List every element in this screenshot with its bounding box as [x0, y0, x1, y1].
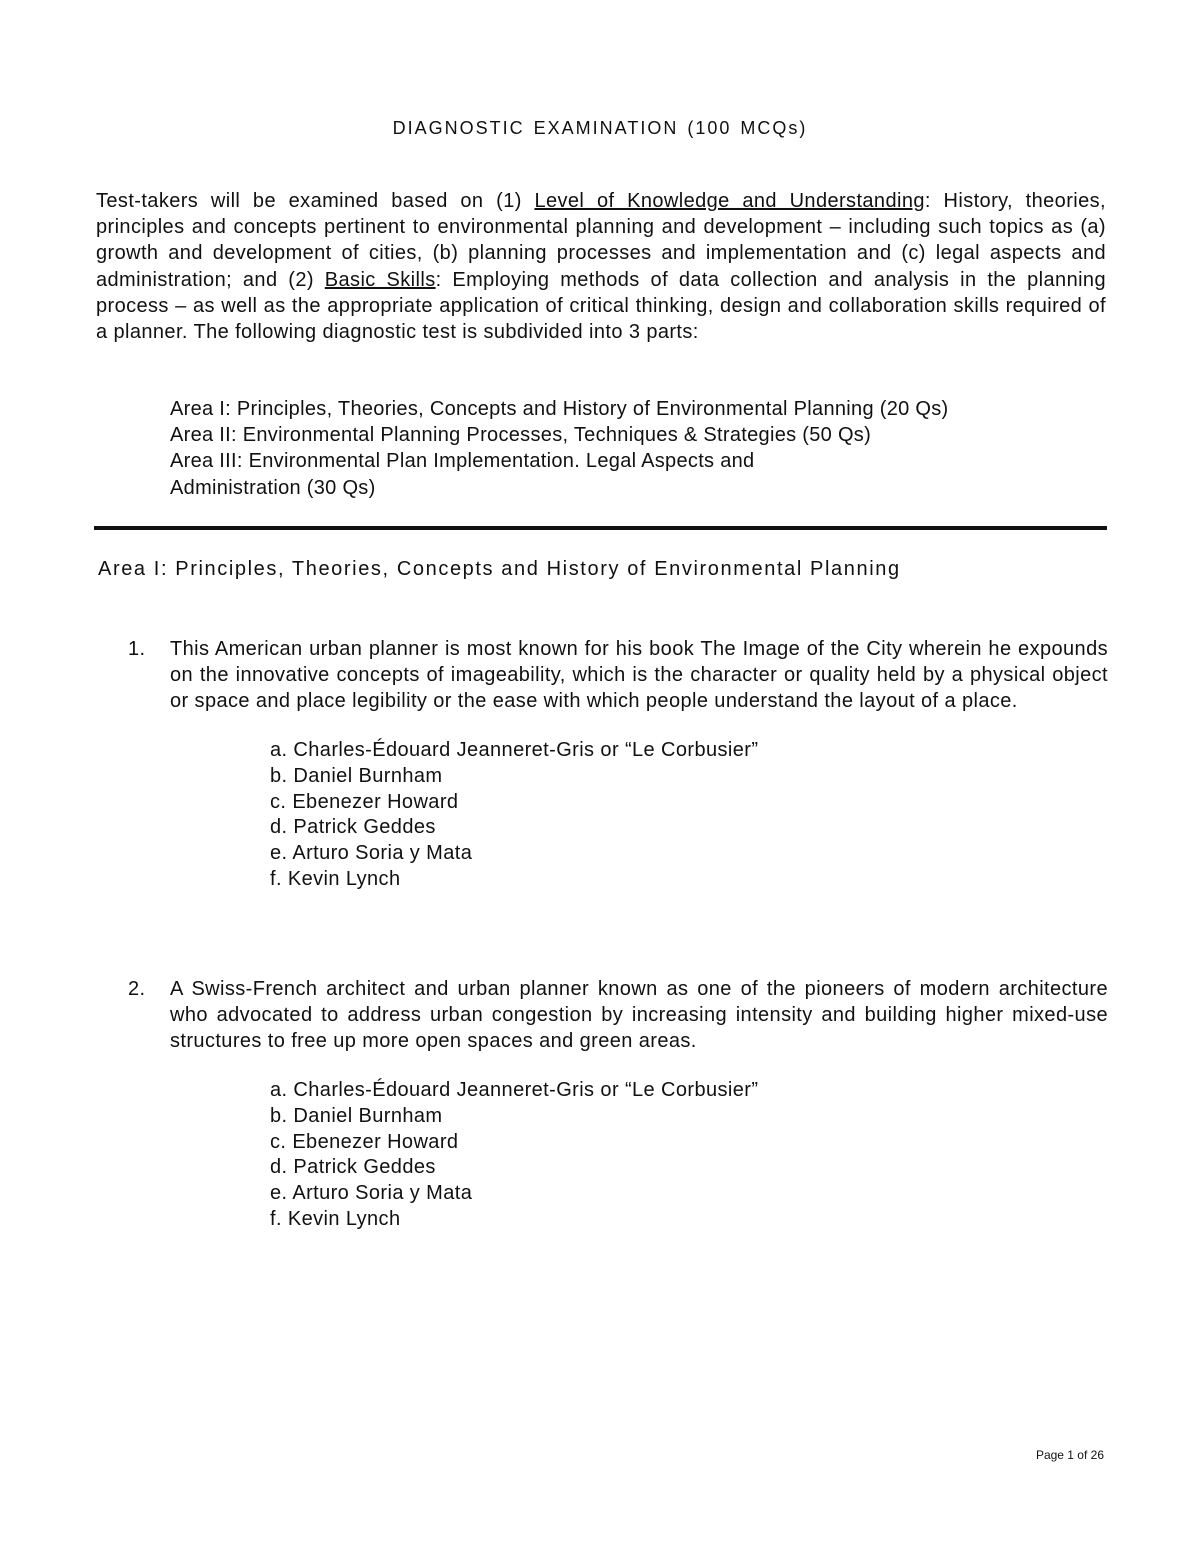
choice-list	[270, 738, 1108, 893]
area-list	[170, 396, 1110, 501]
section-heading: Area I: Principles, Theories, Concepts and History of Environmental Planning	[98, 558, 901, 580]
question-1	[128, 636, 1108, 893]
page-number: Page 1 of 26	[1035, 1448, 1104, 1462]
area-item: Area II: Environmental Planning Processes, Techniques & Strategies (50 Qs)	[170, 424, 872, 447]
intro-text-3: : Employing methods of data collection and analysis in the planning process – as well as the appropriate application of critical thinking, design and collaboration skills required of a planner. The following diagnostic test is subdivided into 3 parts:	[96, 268, 1106, 344]
choice-c: c. Ebenezer Howard	[270, 790, 459, 813]
choice-b: b. Daniel Burnham	[270, 764, 443, 787]
question-text: This American urban planner is most known for his book The Image of the City wherein he expounds on the innovative concepts of imageability, which is the character or quality held by a physical object or space and place legibility or the ease with which people understand the layout of a place.	[170, 638, 1108, 712]
section-divider	[94, 526, 1107, 530]
choice-e: e. Arturo Soria y Mata	[270, 1182, 473, 1205]
area-item: Area I: Principles, Theories, Concepts and History of Environmental Planning (20 Qs)	[170, 398, 949, 420]
area-item: Administration (30 Qs)	[170, 476, 376, 499]
intro-underline-skills: Basic Skills	[324, 268, 436, 291]
choice-b: b. Daniel Burnham	[270, 1104, 443, 1127]
question-text: A Swiss-French architect and urban planner known as one of the pioneers of modern architecture who advocated to address urban congestion by increasing intensity and building higher mixed-use structures to free up more open spaces and green areas.	[170, 978, 1108, 1052]
document-title: DIAGNOSTIC EXAMINATION (100 MCQs)	[392, 118, 808, 138]
intro-paragraph	[96, 188, 1106, 345]
question-number: 1.	[128, 638, 146, 660]
choice-e: e. Arturo Soria y Mata	[270, 842, 473, 865]
choice-d: d. Patrick Geddes	[270, 816, 436, 839]
choice-a: a. Charles-Édouard Jeanneret-Gris or “Le Corbusier”	[270, 739, 759, 761]
choice-f: f. Kevin Lynch	[270, 867, 401, 890]
intro-text-1: Test-takers will be examined based on (1)	[96, 190, 535, 212]
choice-d: d. Patrick Geddes	[270, 1156, 436, 1179]
intro-text-2: : History, theories, principles and concepts pertinent to environmental planning and development – including such topics as (a) growth and development of cities, (b) planning processes and implementation and (c) legal aspects and administration; and (2)	[96, 190, 1106, 291]
choice-f: f. Kevin Lynch	[270, 1207, 401, 1230]
question-2	[128, 976, 1108, 1233]
intro-underline-knowledge: Level of Knowledge and Understanding	[534, 190, 925, 212]
choice-list	[270, 1078, 1108, 1233]
question-number: 2.	[128, 978, 146, 1000]
choice-a: a. Charles-Édouard Jeanneret-Gris or “Le Corbusier”	[270, 1079, 759, 1101]
choice-c: c. Ebenezer Howard	[270, 1130, 459, 1153]
area-item: Area III: Environmental Plan Implementation. Legal Aspects and	[170, 450, 755, 473]
